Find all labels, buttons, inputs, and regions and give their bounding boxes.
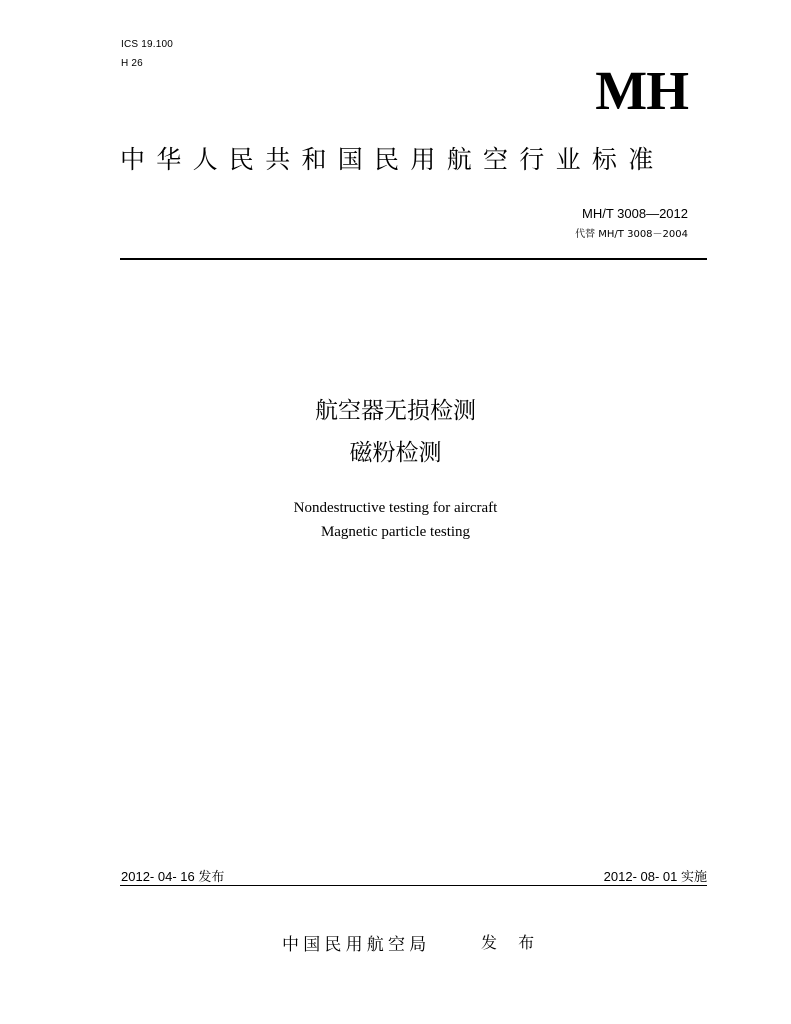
publisher: 中国民用航空局 — [282, 935, 431, 955]
implementation-date: 2012- 08- 01 实施 — [603, 869, 707, 884]
replaced-standard: 代替 MH/T 3008－2004 — [575, 229, 688, 240]
title-english-line1: Nondestructive testing for aircraft — [293, 500, 498, 516]
issue-date: 2012- 04- 16 发布 — [121, 869, 225, 884]
standard-category-title: 中华人民共和国民用航空行业标准 — [120, 145, 665, 174]
title-chinese-line2: 磁粉检测 — [349, 440, 442, 466]
standard-logo: MH — [595, 60, 688, 121]
title-chinese-line1: 航空器无损检测 — [315, 398, 476, 424]
title-english-line2: Magnetic particle testing — [320, 524, 471, 540]
publish-label: 发 布 — [481, 933, 543, 952]
ccs-code: H 26 — [121, 58, 143, 69]
standard-number: MH/T 3008—2012 — [582, 206, 688, 221]
ics-code: ICS 19.100 — [121, 39, 174, 50]
footer-divider — [120, 885, 707, 886]
header-divider — [120, 258, 707, 260]
